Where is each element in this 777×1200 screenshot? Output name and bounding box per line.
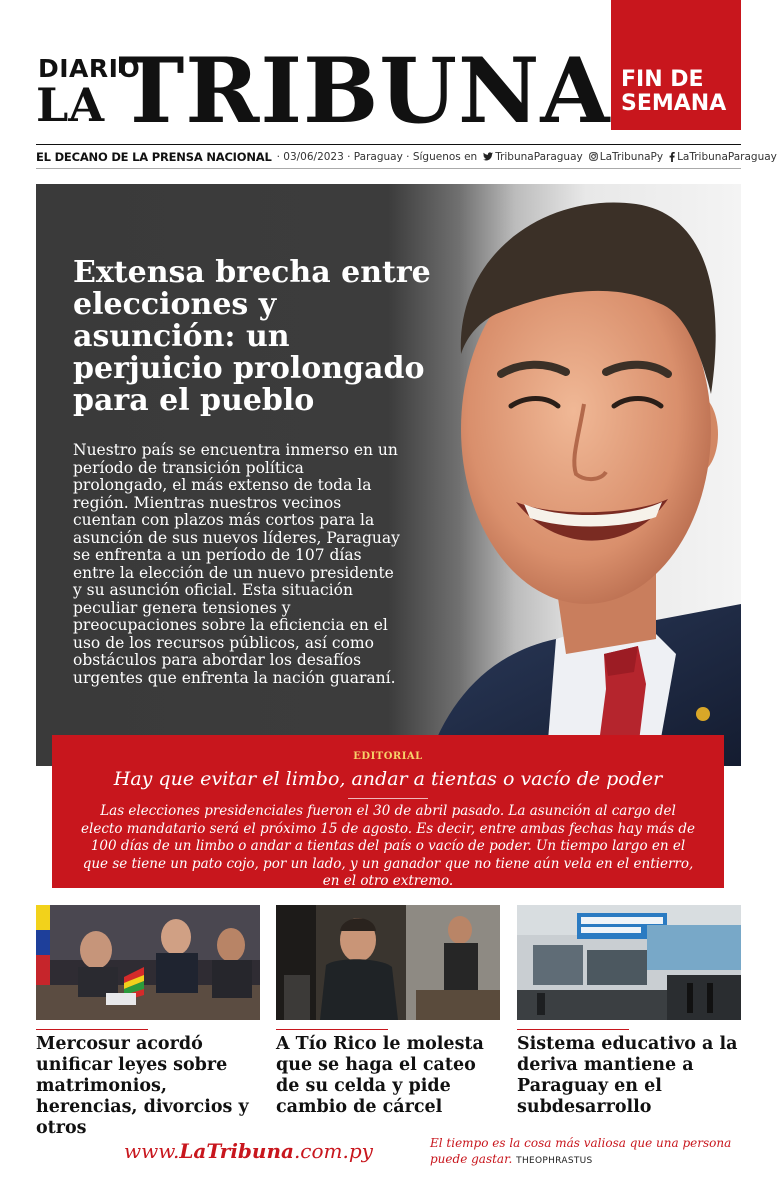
story-headline-mercosur[interactable]: Mercosur acordó unificar leyes sobre matrimonios, herencias, divorcios y otros [36, 1034, 249, 1138]
editorial-box[interactable] [52, 735, 724, 888]
story-photo-tio-rico [276, 905, 500, 1020]
social-instagram[interactable] [589, 151, 663, 163]
masthead-diario: DIARIO [38, 54, 141, 83]
facebook-icon [669, 152, 675, 162]
instagram-icon [589, 152, 598, 161]
story-headline-educacion[interactable]: Sistema educativo a la deriva mantiene a Paraguay en el subdesarrollo [517, 1034, 738, 1117]
story-rule [517, 1029, 629, 1030]
twitter-handle: TribunaParaguay [495, 150, 583, 163]
lead-summary: Nuestro país se encuentra inmerso en un período de transición política prolongado, el más extenso de toda la región. Mientras nuestros vecinos cuentan con plazos más cortos para la asunción de sus nuevos líderes, Paraguay se enfrenta a un período de 107 días entre la elección de un nuevo presidente y su asunción oficial. Esta situación peculiar genera tensiones y preocupaciones sobre la eficiencia en el uso de los recursos públicos, así como obstáculos para abordar los desafíos urgentes que enfrenta la nación guaraní. [73, 441, 400, 687]
story-photo-educacion [517, 905, 741, 1020]
quote-text: El tiempo es la cosa más valiosa que una persona puede gastar. [430, 1136, 732, 1166]
quote-author: THEOPHRASTUS [516, 1155, 593, 1166]
lead-story[interactable] [36, 184, 741, 766]
url-prefix: www. [124, 1139, 180, 1163]
footer-quote [430, 1136, 750, 1169]
weekend-badge [611, 0, 741, 130]
facebook-handle: LaTribunaParaguay [677, 150, 777, 163]
masthead [0, 0, 776, 144]
weekend-badge-line1: FIN DE [621, 67, 704, 92]
editorial-divider [348, 798, 428, 799]
editorial-headline[interactable]: Hay que evitar el limbo, andar a tientas o vacío de poder [113, 768, 663, 790]
lead-headline[interactable]: Extensa brecha entre elecciones y asunción: un perjuicio prolongado para el pueblo [73, 255, 431, 418]
social-facebook[interactable] [669, 151, 777, 163]
story-photo-mercosur [36, 905, 260, 1020]
lead-photo [406, 184, 741, 766]
twitter-icon [483, 152, 493, 161]
story-rule [36, 1029, 148, 1030]
url-suffix: .com.py [293, 1139, 373, 1163]
website-link[interactable] [124, 1139, 373, 1163]
story-rule [276, 1029, 388, 1030]
masthead-subbar [36, 144, 777, 169]
weekend-badge-line2: SEMANA [621, 91, 727, 116]
story-card-tio-rico[interactable] [276, 905, 500, 1118]
tagline: EL DECANO DE LA PRENSA NACIONAL [36, 149, 272, 164]
instagram-handle: LaTribunaPy [599, 150, 664, 163]
url-brand: LaTribuna [179, 1139, 294, 1163]
masthead-la: LA [36, 78, 105, 132]
editorial-label: EDITORIAL [353, 751, 423, 762]
masthead-tribuna: TRIBUNA [118, 38, 611, 144]
story-headline-tio-rico[interactable]: A Tío Rico le molesta que se haga el cateo de su celda y pide cambio de cárcel [276, 1034, 484, 1117]
social-twitter[interactable] [483, 151, 583, 163]
story-card-educacion[interactable] [517, 905, 741, 1118]
editorial-body: Las elecciones presidenciales fueron el 30 de abril pasado. La asunción al cargo del electo mandatario será el próximo 15 de agosto. Es decir, entre ambas fechas hay más de 100 días de un limbo o andar a tientas del país o vacío de poder. Un tiempo largo en el que se tiene un pato cojo, por un lado, y un ganador que no tiene aún vela en el entierro, en el otro extremo. [81, 803, 695, 889]
date-location: · 03/06/2023 · Paraguay · Síguenos en [276, 150, 478, 163]
story-card-mercosur[interactable] [36, 905, 260, 1139]
